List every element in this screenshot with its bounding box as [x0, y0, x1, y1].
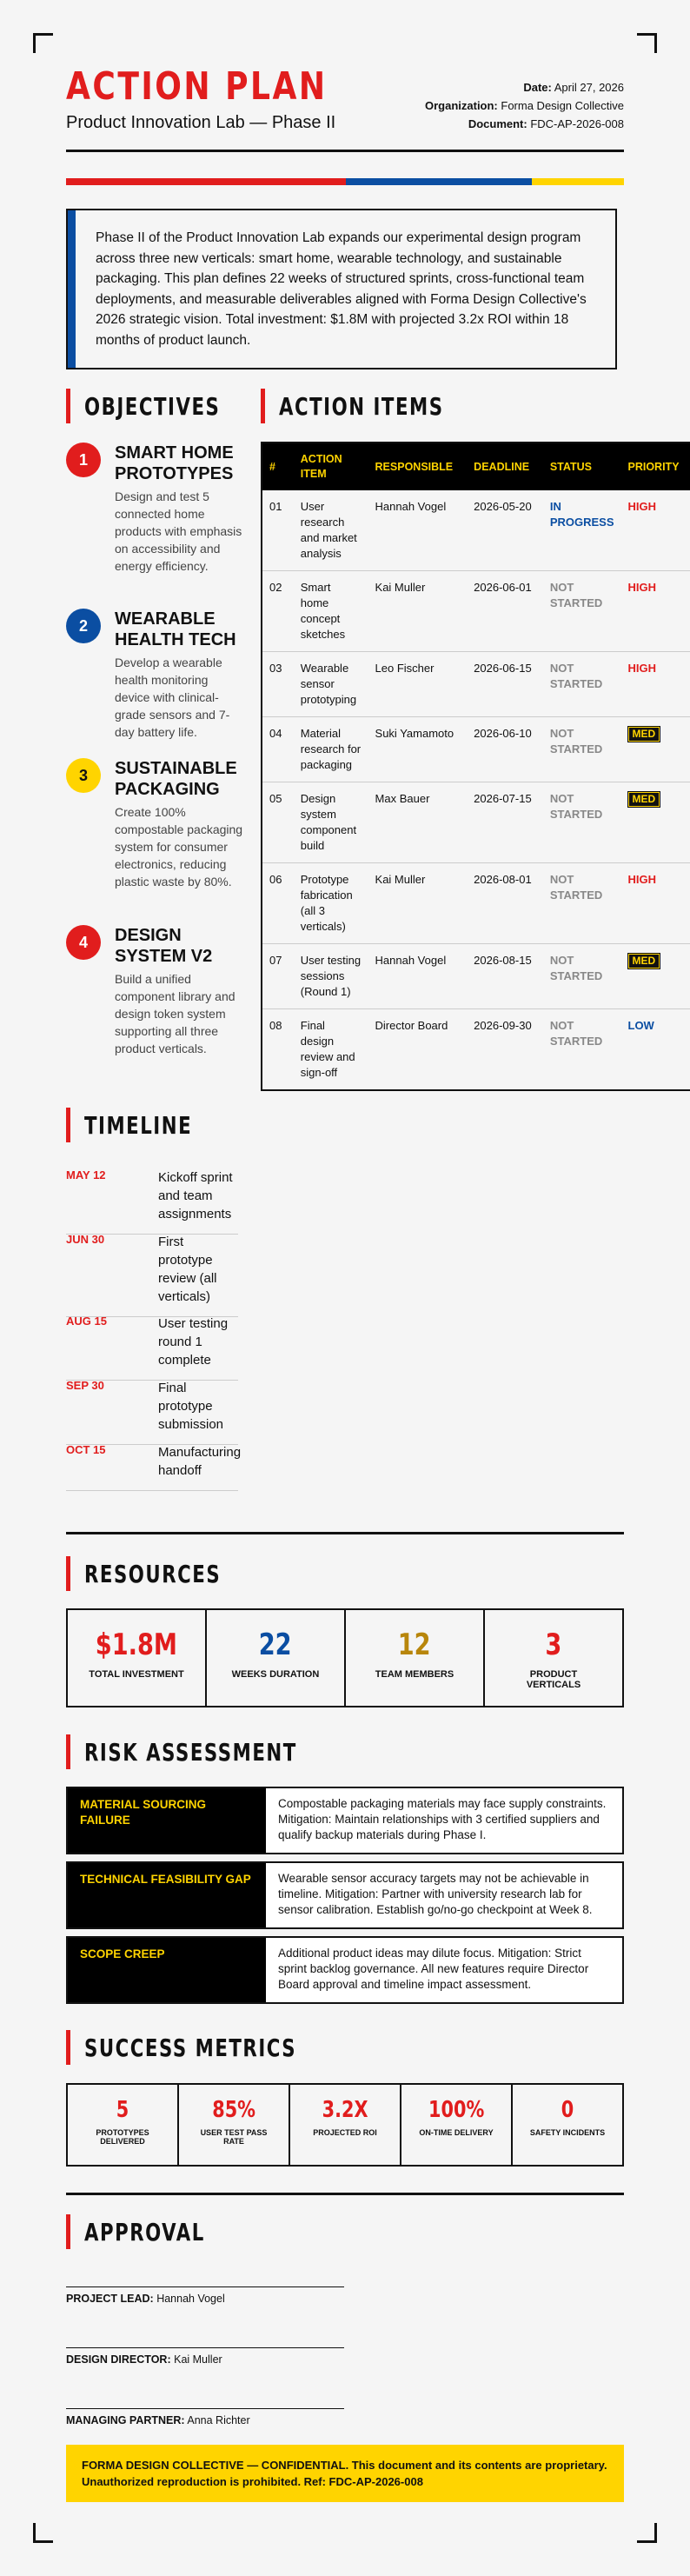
row-action: Final design review and sign-off	[300, 1019, 355, 1079]
row-number: 03	[262, 652, 294, 717]
status-badge: NOT STARTED	[549, 581, 603, 609]
metric-label: USER TEST PASS RATE	[200, 2128, 268, 2146]
section-rule	[66, 1532, 624, 1534]
priority-badge: MED	[628, 727, 660, 742]
table-row	[262, 490, 690, 571]
document-header	[66, 63, 624, 150]
risk-heading	[66, 1734, 364, 1769]
objective-title: SUSTAINABLE PACKAGING	[115, 759, 237, 799]
resources-panel	[66, 1608, 624, 1707]
heading-accent	[66, 1556, 70, 1591]
objective-number: 1	[66, 443, 101, 477]
signature-line[interactable]	[66, 2286, 344, 2287]
table-row	[262, 782, 690, 863]
corner-mark-top-right	[637, 33, 657, 53]
section-rule	[66, 2193, 624, 2195]
heading-accent	[66, 389, 70, 423]
risk-item	[66, 1787, 624, 1854]
signature-block	[66, 2347, 344, 2366]
risk-name: TECHNICAL FEASIBILITY GAP	[68, 1863, 266, 1927]
signature-name: Anna Richter	[187, 2414, 250, 2426]
resource-value: 3	[545, 1627, 562, 1662]
priority-badge: MED	[628, 954, 660, 968]
risk-desc: Wearable sensor accuracy targets may not be achievable in timeline. Mitigation: Partner with university research lab for sensor calibration. Establish go/no-go checkpoint at Week 8.	[278, 1872, 593, 1916]
row-action: User research and market analysis	[294, 490, 368, 571]
timeline-date: JUN 30	[66, 1233, 105, 1246]
column-header: #	[262, 443, 294, 490]
timeline-text: First prototype review (all verticals)	[158, 1235, 217, 1304]
heading-accent	[66, 2214, 70, 2249]
row-action: Material research for packaging	[294, 717, 368, 782]
heading-accent	[66, 1108, 70, 1142]
table-header-row	[262, 443, 690, 490]
timeline-date: AUG 15	[66, 1315, 107, 1328]
date-label: Date:	[523, 81, 552, 94]
timeline-item	[66, 1315, 238, 1381]
row-number: 07	[262, 944, 294, 1009]
table-row	[262, 863, 690, 944]
objectives-heading	[66, 389, 263, 423]
document-title: ACTION PLAN	[66, 64, 328, 109]
objective-title: DESIGN SYSTEM V2	[115, 926, 213, 966]
risk-item	[66, 1861, 624, 1929]
priority-badge: HIGH	[627, 581, 656, 594]
row-deadline: 2026-06-10	[467, 717, 543, 782]
executive-summary	[66, 209, 617, 369]
timeline-text: Final prototype submission	[158, 1381, 224, 1432]
timeline-text: User testing round 1 complete	[158, 1316, 229, 1368]
priority-badge: LOW	[627, 1019, 654, 1032]
row-action: Smart home concept sketches	[294, 571, 368, 652]
row-deadline: 2026-09-30	[474, 1019, 532, 1032]
metric-value: 100%	[428, 2097, 485, 2123]
resource-label: PRODUCT VERTICALS	[526, 1669, 581, 1690]
summary-text: Phase II of the Product Innovation Lab expands our experimental design program across three new verticals: smart home, wearable technology, and sustainable packaging. This plan defines 22 weeks of structured sprints, cross-functional team deployments, and measurable deliverables aligned with Forma Design Collective's 2026 strategic vision. Total investment: $1.8M with projected 3.2x ROI within 18 months of product launch.	[96, 230, 587, 348]
table-row	[262, 717, 690, 782]
objective-title: WEARABLE HEALTH TECH	[115, 609, 236, 649]
metric-value: 85%	[212, 2097, 255, 2123]
priority-badge: HIGH	[627, 873, 656, 886]
resource-label: WEEKS DURATION	[231, 1669, 320, 1680]
row-responsible: Hannah Vogel	[368, 944, 468, 1009]
footer-text: FORMA DESIGN COLLECTIVE — CONFIDENTIAL. This document and its contents are proprietary. Unauthorized reproduction is prohibited. Ref: FDC-AP-2026-008	[82, 2459, 607, 2488]
objective-number: 2	[66, 609, 101, 643]
metric-value: 5	[116, 2097, 129, 2123]
signature-role: PROJECT LEAD:	[66, 2293, 154, 2305]
approval-heading	[66, 2214, 243, 2249]
risk-desc: Additional product ideas may dilute focus. Mitigation: Strict sprint backlog governance. All new features require Director Board approval and timeline impact assessment.	[278, 1947, 589, 1991]
row-number: 01	[262, 490, 294, 571]
metric-stat	[179, 2085, 290, 2165]
metric-label: PROJECTED ROI	[313, 2128, 377, 2137]
row-number: 04	[262, 717, 294, 782]
row-deadline: 2026-07-15	[467, 782, 543, 863]
column-header: DEADLINE	[467, 443, 543, 490]
timeline-text: Manufacturing handoff	[158, 1445, 242, 1478]
timeline-item	[66, 1443, 242, 1491]
color-bar	[66, 178, 624, 185]
objective-desc: Design and test 5 connected home products with emphasis on accessibility and energy efficiency.	[115, 489, 242, 573]
priority-badge: MED	[628, 792, 660, 807]
risk-name: MATERIAL SOURCING FAILURE	[68, 1788, 266, 1853]
risk-item	[66, 1936, 624, 2004]
metrics-panel	[66, 2083, 624, 2167]
objective-title: SMART HOME PROTOTYPES	[115, 443, 234, 483]
document-subtitle: Product Innovation Lab — Phase II	[66, 113, 336, 132]
action-items-heading	[261, 389, 495, 423]
signature-role: MANAGING PARTNER:	[66, 2414, 185, 2426]
color-bar-red	[66, 178, 346, 185]
heading-accent	[66, 2030, 70, 2065]
row-deadline: 2026-06-15	[467, 652, 543, 717]
objectives-title: OBJECTIVES	[84, 391, 221, 421]
resource-value: 12	[398, 1627, 431, 1662]
signature-role: DESIGN DIRECTOR:	[66, 2353, 171, 2366]
timeline-heading	[66, 1108, 226, 1142]
status-badge: IN PROGRESS	[549, 500, 614, 529]
metric-stat	[401, 2085, 513, 2165]
color-bar-blue	[346, 178, 532, 185]
row-action: Prototype fabrication (all 3 verticals)	[294, 863, 368, 944]
metric-stat	[290, 2085, 401, 2165]
resource-stat	[207, 1610, 346, 1706]
column-header: ACTION ITEM	[294, 443, 368, 490]
corner-mark-bottom-left	[33, 2523, 53, 2543]
timeline-date: OCT 15	[66, 1443, 106, 1456]
column-header: RESPONSIBLE	[368, 443, 468, 490]
timeline-item	[66, 1379, 238, 1445]
status-badge: NOT STARTED	[549, 1019, 603, 1048]
timeline-item	[66, 1233, 238, 1317]
resource-value: 22	[259, 1627, 292, 1662]
metric-stat	[68, 2085, 179, 2165]
resource-stat	[68, 1610, 207, 1706]
corner-mark-bottom-right	[637, 2523, 657, 2543]
row-responsible: Director Board	[375, 1019, 448, 1032]
objective-number: 4	[66, 925, 101, 960]
metric-label: ON-TIME DELIVERY	[419, 2128, 494, 2137]
row-number: 02	[262, 571, 294, 652]
approval-title: APPROVAL	[84, 2217, 205, 2247]
objective-desc: Develop a wearable health monitoring device with clinical-grade sensors and 7-day battery life.	[115, 656, 230, 739]
document-meta	[425, 78, 624, 133]
row-number: 05	[262, 782, 294, 863]
column-header: STATUS	[543, 443, 621, 490]
signature-block	[66, 2286, 344, 2305]
priority-badge: HIGH	[627, 500, 656, 513]
row-responsible: Leo Fischer	[368, 652, 468, 717]
row-action: Design system component build	[294, 782, 368, 863]
timeline-text: Kickoff sprint and team assignments	[158, 1170, 233, 1221]
action-items-table	[261, 442, 690, 1091]
timeline-date: MAY 12	[66, 1168, 106, 1181]
metric-label: PROTOTYPES DELIVERED	[96, 2128, 149, 2146]
resource-value: $1.8M	[95, 1627, 178, 1662]
status-badge: NOT STARTED	[549, 873, 603, 902]
timeline-item	[66, 1168, 238, 1235]
row-deadline: 2026-06-01	[467, 571, 543, 652]
objective-desc: Build a unified component library and design token system supporting all three product verticals.	[115, 972, 236, 1055]
risk-title: RISK ASSESSMENT	[84, 1737, 297, 1767]
status-badge: NOT STARTED	[549, 792, 603, 821]
corner-mark-top-left	[33, 33, 53, 53]
resource-stat	[485, 1610, 622, 1706]
timeline-date: SEP 30	[66, 1379, 104, 1392]
row-responsible: Suki Yamamoto	[368, 717, 468, 782]
objective-desc: Create 100% compostable packaging system for consumer electronics, reducing plastic waste by 80%.	[115, 805, 243, 889]
risk-name: SCOPE CREEP	[68, 1938, 266, 2002]
row-responsible: Max Bauer	[368, 782, 468, 863]
row-responsible: Hannah Vogel	[368, 490, 468, 571]
table-row	[262, 652, 690, 717]
metric-label: SAFETY INCIDENTS	[529, 2128, 606, 2137]
action-items-title: ACTION ITEMS	[279, 391, 444, 421]
resource-label: TOTAL INVESTMENT	[89, 1669, 184, 1680]
signature-line[interactable]	[66, 2347, 344, 2348]
heading-accent	[66, 1734, 70, 1769]
signature-name: Hannah Vogel	[156, 2293, 225, 2305]
signature-line[interactable]	[66, 2408, 344, 2409]
org-value: Forma Design Collective	[501, 99, 624, 112]
status-badge: NOT STARTED	[549, 954, 603, 982]
priority-badge: HIGH	[627, 662, 656, 675]
doc-value: FDC-AP-2026-008	[530, 117, 624, 130]
row-deadline: 2026-05-20	[467, 490, 543, 571]
status-badge: NOT STARTED	[549, 662, 603, 690]
column-header: PRIORITY	[621, 443, 690, 490]
metric-value: 3.2X	[322, 2097, 368, 2123]
row-responsible: Kai Muller	[368, 571, 468, 652]
status-badge: NOT STARTED	[549, 727, 603, 755]
table-row	[262, 944, 690, 1009]
doc-label: Document:	[468, 117, 527, 130]
table-row	[262, 571, 690, 652]
signature-name: Kai Muller	[174, 2353, 222, 2366]
color-bar-yellow	[532, 178, 624, 185]
row-number: 06	[262, 863, 294, 944]
resources-title: RESOURCES	[84, 1559, 222, 1588]
table-row	[262, 1009, 690, 1090]
metrics-title: SUCCESS METRICS	[84, 2033, 297, 2062]
resources-heading	[66, 1556, 264, 1591]
date-value: April 27, 2026	[554, 81, 624, 94]
row-action: Wearable sensor prototyping	[294, 652, 368, 717]
confidential-footer	[66, 2445, 624, 2502]
row-responsible: Kai Muller	[368, 863, 468, 944]
timeline-title: TIMELINE	[84, 1110, 193, 1140]
row-deadline: 2026-08-15	[467, 944, 543, 1009]
org-label: Organization:	[424, 99, 498, 112]
signature-block	[66, 2408, 344, 2426]
resource-label: TEAM MEMBERS	[375, 1669, 454, 1680]
heading-accent	[261, 389, 265, 423]
header-rule	[66, 150, 624, 152]
row-number: 08	[269, 1019, 282, 1032]
row-action: User testing sessions (Round 1)	[294, 944, 368, 1009]
metrics-heading	[66, 2030, 363, 2065]
metric-value: 0	[561, 2097, 574, 2123]
objective-number: 3	[66, 758, 101, 793]
risk-desc: Compostable packaging materials may face supply constraints. Mitigation: Maintain relationships with 3 certified suppliers and qualify backup materials during Phase I.	[278, 1797, 607, 1841]
resource-stat	[346, 1610, 485, 1706]
row-deadline: 2026-08-01	[467, 863, 543, 944]
metric-stat	[513, 2085, 622, 2165]
